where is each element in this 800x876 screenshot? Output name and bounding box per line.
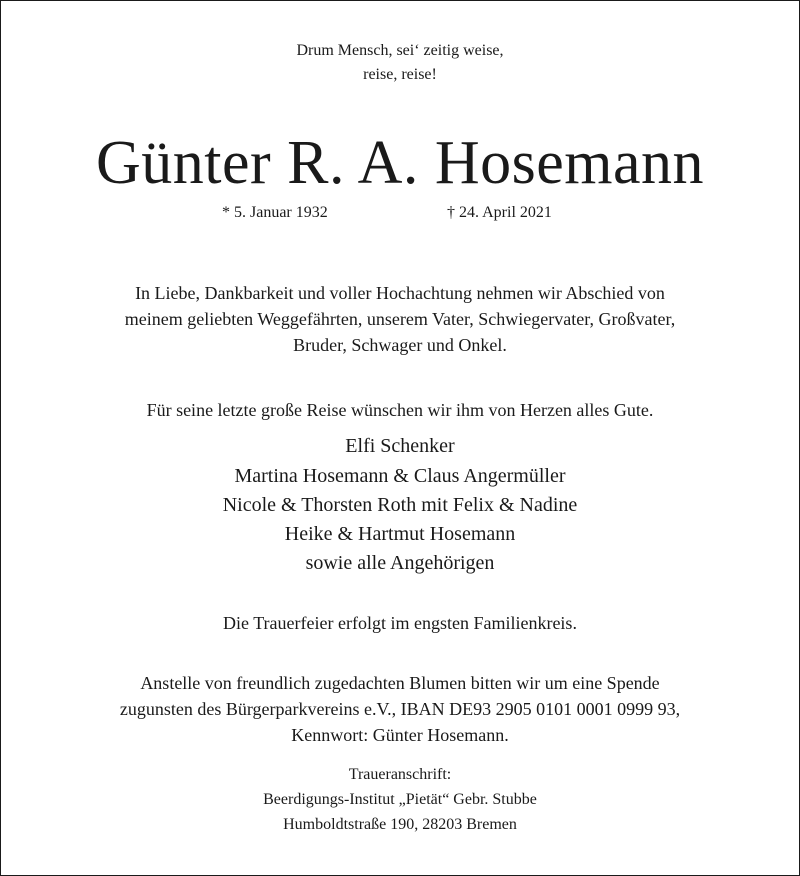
mourner-1: Elfi Schenker <box>345 435 455 457</box>
mourner-4: Heike & Hartmut Hosemann <box>284 523 516 545</box>
farewell-line-2: meinem geliebten Weggefährten, unserem Vater, Schwiegervater, Großvater, <box>124 309 676 329</box>
mourner-5: sowie alle Angehörigen <box>305 552 495 574</box>
address-institute: Beerdigungs-Institut „Pietät“ Gebr. Stubbe <box>263 791 537 808</box>
farewell-line-1: In Liebe, Dankbarkeit und voller Hochachtung nehmen wir Abschied von <box>135 283 665 303</box>
address-street: Humboldtstraße 190, 28203 Bremen <box>283 816 517 833</box>
donation-line-2: zugunsten des Bürgerparkvereins e.V., IBAN DE93 2905 0101 0001 0999 93, <box>119 699 681 719</box>
deceased-name: Günter R. A. Hosemann <box>95 129 705 197</box>
donation-line-1: Anstelle von freundlich zugedachten Blumen bitten wir um eine Spende <box>140 673 660 693</box>
ceremony-text: Die Trauerfeier erfolgt im engsten Familienkreis. <box>223 613 577 633</box>
birth-date: * 5. Januar 1932 <box>222 204 328 221</box>
wish-text: Für seine letzte große Reise wünschen wir ihm von Herzen alles Gute. <box>146 400 654 420</box>
motto-line-1: Drum Mensch, sei‘ zeitig weise, <box>296 42 504 59</box>
death-date: † 24. April 2021 <box>447 204 552 221</box>
mourner-3: Nicole & Thorsten Roth mit Felix & Nadine <box>222 494 578 516</box>
motto-line-2: reise, reise! <box>363 66 437 83</box>
mourner-2: Martina Hosemann & Claus Angermüller <box>234 465 566 487</box>
donation-line-3: Kennwort: Günter Hosemann. <box>291 725 509 745</box>
farewell-line-3: Bruder, Schwager und Onkel. <box>293 335 507 355</box>
address-label: Traueranschrift: <box>348 766 452 783</box>
